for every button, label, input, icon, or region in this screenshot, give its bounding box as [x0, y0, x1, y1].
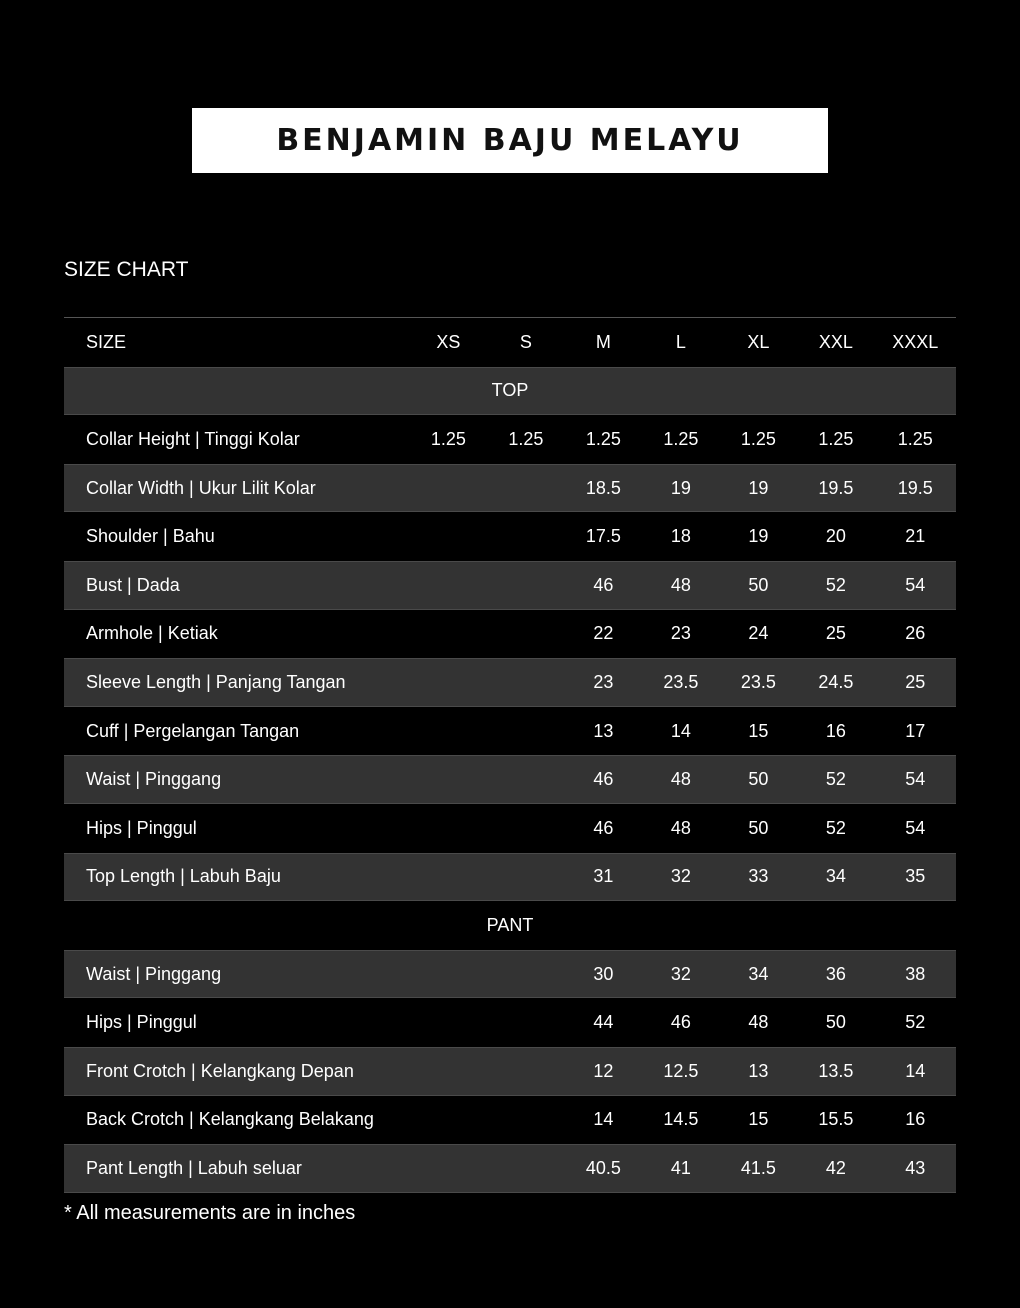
cell-xl: 50	[748, 769, 769, 790]
cell-xxl: 19.5	[818, 477, 854, 498]
cell-xxl: 34	[825, 866, 846, 887]
cell-xxxl: 1.25	[897, 428, 933, 449]
cell-xxxl: 21	[905, 526, 926, 547]
table-row	[64, 415, 956, 464]
header-size-s: S	[519, 331, 532, 352]
cell-xxl: 16	[825, 720, 846, 741]
table-row	[64, 1047, 956, 1096]
cell-l: 14	[670, 720, 691, 741]
size-chart-title: SIZE CHART	[64, 258, 189, 281]
cell-xxxl: 26	[905, 623, 926, 644]
cell-m: 46	[593, 769, 614, 790]
section-top	[64, 367, 956, 416]
brand-banner	[192, 108, 828, 173]
cell-xxl: 52	[825, 574, 846, 595]
table-row	[64, 1144, 956, 1193]
cell-xl: 13	[748, 1060, 769, 1081]
cell-xxxl: 54	[905, 574, 926, 595]
row-label: Bust | Dada	[86, 574, 180, 595]
cell-xxxl: 54	[905, 817, 926, 838]
cell-xxxl: 43	[905, 1157, 926, 1178]
row-label: Front Crotch | Kelangkang Depan	[86, 1060, 354, 1081]
header-size-m: M	[595, 331, 611, 352]
table-row	[64, 707, 956, 756]
cell-l: 41	[670, 1157, 691, 1178]
cell-xl: 19	[748, 477, 769, 498]
cell-xs: 1.25	[430, 428, 466, 449]
cell-xxl: 50	[825, 1012, 846, 1033]
cell-xxxl: 17	[905, 720, 926, 741]
cell-xxxl: 19.5	[897, 477, 933, 498]
table-row	[64, 998, 956, 1047]
header-size-xs: XS	[436, 331, 461, 352]
cell-xl: 34	[748, 963, 769, 984]
cell-xxl: 52	[825, 769, 846, 790]
cell-xl: 48	[748, 1012, 769, 1033]
row-label: Top Length | Labuh Baju	[86, 866, 281, 887]
row-label: Pant Length | Labuh seluar	[86, 1157, 302, 1178]
section-pant	[64, 901, 956, 950]
brand-title: BENJAMIN BAJU MELAYU	[276, 123, 744, 158]
cell-l: 48	[670, 769, 691, 790]
cell-l: 1.25	[663, 428, 699, 449]
table-row	[64, 512, 956, 561]
cell-xxxl: 25	[905, 671, 926, 692]
cell-xxl: 42	[825, 1157, 846, 1178]
cell-m: 23	[593, 671, 614, 692]
cell-l: 18	[670, 526, 691, 547]
cell-l: 46	[670, 1012, 691, 1033]
table-row	[64, 610, 956, 659]
cell-xl: 24	[748, 623, 769, 644]
cell-xl: 50	[748, 574, 769, 595]
cell-l: 48	[670, 574, 691, 595]
table-row	[64, 1096, 956, 1145]
cell-l: 32	[670, 963, 691, 984]
measurement-note: * All measurements are in inches	[64, 1202, 356, 1224]
cell-m: 1.25	[585, 428, 621, 449]
row-label: Cuff | Pergelangan Tangan	[86, 720, 300, 741]
cell-m: 14	[593, 1109, 614, 1130]
cell-xxl: 36	[825, 963, 846, 984]
cell-xl: 50	[748, 817, 769, 838]
cell-xxl: 15.5	[818, 1109, 854, 1130]
cell-l: 32	[670, 866, 691, 887]
cell-xxl: 52	[825, 817, 846, 838]
cell-l: 23.5	[663, 671, 699, 692]
cell-m: 44	[593, 1012, 614, 1033]
row-label: Waist | Pinggang	[86, 963, 222, 984]
cell-xxxl: 14	[905, 1060, 926, 1081]
cell-xxxl: 16	[905, 1109, 926, 1130]
row-label: Sleeve Length | Panjang Tangan	[86, 671, 346, 692]
header-size-xxxl: XXXL	[892, 331, 939, 352]
cell-xl: 1.25	[740, 428, 776, 449]
cell-xl: 15	[748, 720, 769, 741]
row-label: Hips | Pinggul	[86, 817, 197, 838]
cell-s: 1.25	[508, 428, 544, 449]
cell-xl: 19	[748, 526, 769, 547]
row-label: Collar Width | Ukur Lilit Kolar	[86, 477, 316, 498]
table-row	[64, 853, 956, 902]
cell-xl: 23.5	[740, 671, 776, 692]
cell-m: 46	[593, 574, 614, 595]
table-row	[64, 804, 956, 853]
table-row	[64, 950, 956, 999]
cell-xl: 15	[748, 1109, 769, 1130]
cell-l: 23	[670, 623, 691, 644]
cell-m: 46	[593, 817, 614, 838]
table-row	[64, 755, 956, 804]
cell-m: 18.5	[585, 477, 621, 498]
cell-xxxl: 38	[905, 963, 926, 984]
section-label: TOP	[491, 380, 529, 401]
cell-l: 19	[670, 477, 691, 498]
cell-xxxl: 52	[905, 1012, 926, 1033]
cell-m: 13	[593, 720, 614, 741]
header-size-xxl: XXL	[818, 331, 853, 352]
cell-xxl: 25	[825, 623, 846, 644]
cell-m: 22	[593, 623, 614, 644]
cell-l: 12.5	[663, 1060, 699, 1081]
cell-xxl: 1.25	[818, 428, 854, 449]
row-label: Armhole | Ketiak	[86, 623, 218, 644]
cell-xxxl: 54	[905, 769, 926, 790]
cell-xxl: 13.5	[818, 1060, 854, 1081]
cell-m: 30	[593, 963, 614, 984]
cell-xl: 41.5	[740, 1157, 776, 1178]
cell-m: 31	[593, 866, 614, 887]
header-size-xl: XL	[747, 331, 770, 352]
cell-l: 48	[670, 817, 691, 838]
section-label: PANT	[486, 914, 534, 935]
cell-xxl: 20	[825, 526, 846, 547]
table-row	[64, 658, 956, 707]
cell-m: 17.5	[585, 526, 621, 547]
table-row	[64, 464, 956, 513]
size-table	[64, 317, 956, 1193]
cell-l: 14.5	[663, 1109, 699, 1130]
cell-xxl: 24.5	[818, 671, 854, 692]
row-label: Back Crotch | Kelangkang Belakang	[86, 1109, 374, 1130]
cell-m: 12	[593, 1060, 614, 1081]
row-label: Hips | Pinggul	[86, 1012, 197, 1033]
header-size-l: L	[675, 331, 686, 352]
row-label: Waist | Pinggang	[86, 769, 222, 790]
cell-xl: 33	[748, 866, 769, 887]
table-row	[64, 561, 956, 610]
table-header-row	[64, 318, 956, 367]
header-size-label: SIZE	[86, 331, 127, 352]
row-label: Collar Height | Tinggi Kolar	[86, 428, 300, 449]
cell-xxxl: 35	[905, 866, 926, 887]
row-label: Shoulder | Bahu	[86, 526, 215, 547]
cell-m: 40.5	[585, 1157, 621, 1178]
